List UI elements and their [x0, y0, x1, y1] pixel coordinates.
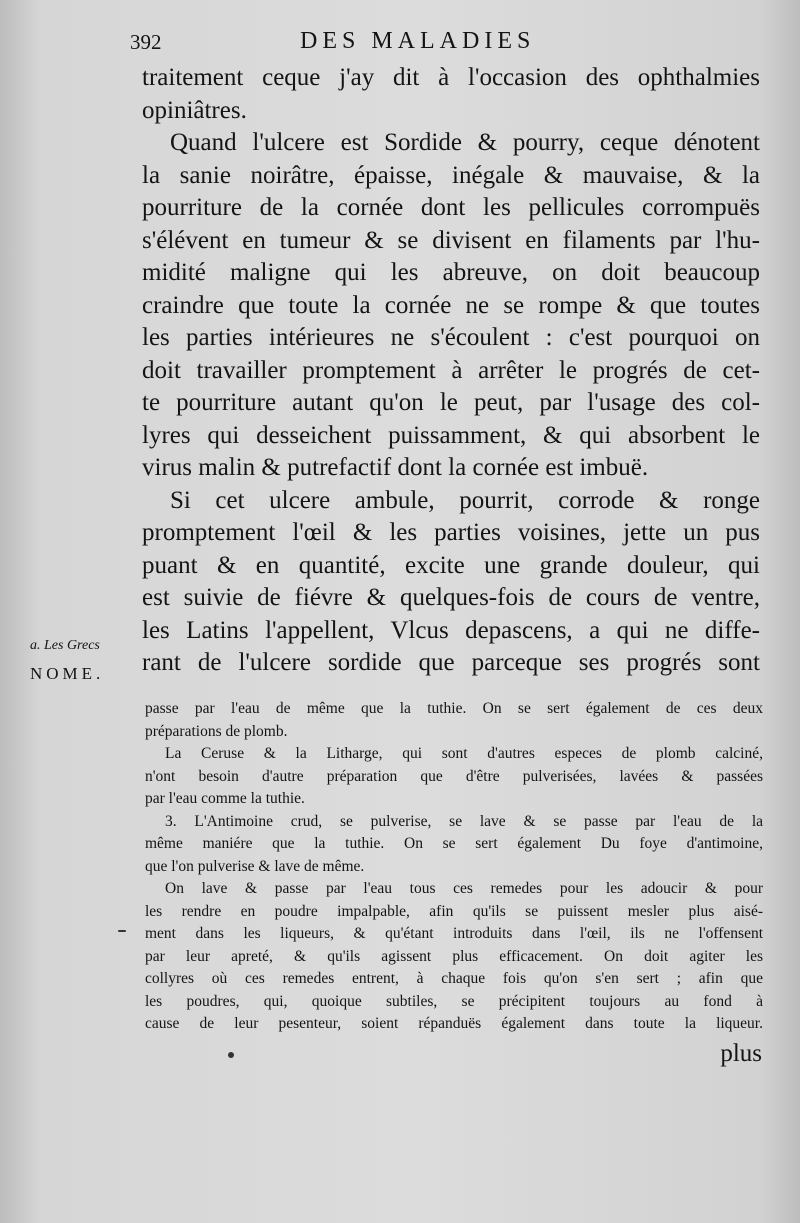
text-line: te pourriture autant qu'on le peut, par l'usage des col-: [142, 389, 760, 416]
text-line: doit travailler promptement à arrêter le progrés de cet-: [142, 356, 760, 384]
footnote-line: même maniére que la tuthie. On se sert également Du foye d'antimoine,: [145, 835, 763, 852]
footnote-line: On lave & passe par l'eau tous ces remedes pour les adoucir & pour: [165, 880, 763, 897]
footnote-line: les rendre en poudre impalpable, afin qu'ils se puissent mesler plus aisé-: [145, 902, 763, 920]
header-title: DES MALADIES: [300, 28, 536, 54]
footnote-line: par l'eau comme la tuthie.: [145, 790, 305, 807]
text-line: la sanie noirâtre, épaisse, inégale & mauvaise, & la: [142, 161, 760, 189]
text-line: rant de l'ulcere sordide que parceque ses progrés sont: [142, 649, 760, 676]
text-line: pourriture de la cornée dont les pellicules corrompuës: [142, 194, 760, 221]
text-line: promptement l'œil & les parties voisines, jette un pus: [142, 519, 760, 546]
footnote-line: que l'on pulverise & lave de même.: [145, 857, 365, 875]
text-line: s'élévent en tumeur & se divisent en filaments par l'hu-: [142, 226, 760, 254]
footnote-line: collyres où ces remedes entrent, à chaque fois qu'on s'en sert ; afin que: [145, 970, 763, 987]
footnote-line: La Ceruse & la Litharge, qui sont d'autres especes de plomb calciné,: [165, 745, 763, 762]
text-line: craindre que toute la cornée ne se rompe & que toutes: [142, 291, 760, 319]
text-line: midité maligne qui les abreuve, on doit beaucoup: [142, 259, 760, 286]
margin-note: [30, 632, 135, 688]
footnote-block: [145, 698, 763, 1036]
footnote-line: par leur apreté, & qu'ils agissent plus efficacement. On doit agiter les: [145, 947, 763, 965]
footnote-line: cause de leur pesenteur, soient répanduës également dans toute la liqueur.: [145, 1015, 763, 1032]
text-line: Quand l'ulcere est Sordide & pourry, ceque dénotent: [170, 129, 760, 156]
margin-note-word: NOME.: [30, 664, 105, 683]
main-text: [142, 62, 760, 680]
ink-speck: [228, 1052, 234, 1058]
footnote-line: n'ont besoin d'autre préparation que d'être pulverisées, lavées & passées: [145, 767, 763, 785]
ink-speck: [118, 930, 126, 932]
text-line: puant & en quantité, excite une grande douleur, qui: [142, 551, 760, 579]
page-number: 392: [130, 30, 162, 54]
footnote-line: les poudres, qui, quoique subtiles, se précipitent toujours au fond à: [145, 992, 763, 1010]
text-line: opiniâtres.: [142, 96, 247, 124]
footnote-line: passe par l'eau de même que la tuthie. On se sert également de ces deux: [145, 700, 763, 717]
text-line: les parties intérieures ne s'écoulent : c'est pourquoi on: [142, 324, 760, 351]
margin-note-label: a. Les Grecs: [30, 638, 100, 653]
text-line: est suivie de fiévre & quelques-fois de cours de ventre,: [142, 584, 760, 611]
text-line: les Latins l'appellent, Vlcus depascens, a qui ne diffe-: [142, 616, 760, 644]
text-line: Si cet ulcere ambule, pourrit, corrode & ronge: [170, 486, 760, 514]
running-head: [130, 28, 690, 58]
text-line: virus malin & putrefactif dont la cornée est imbuë.: [142, 454, 649, 481]
footnote-line: 3. L'Antimoine crud, se pulverise, se lave & se passe par l'eau de la: [165, 812, 763, 830]
footnote-line: ment dans les liqueurs, & qu'étant introduits dans l'œil, ils ne l'offensent: [145, 925, 763, 942]
text-line: lyres qui desseichent puissamment, & qui absorbent le: [142, 421, 760, 449]
catchword: plus: [720, 1040, 762, 1067]
footnote-line: préparations de plomb.: [145, 722, 288, 740]
text-line: traitement ceque j'ay dit à l'occasion des ophthalmies: [142, 64, 760, 91]
